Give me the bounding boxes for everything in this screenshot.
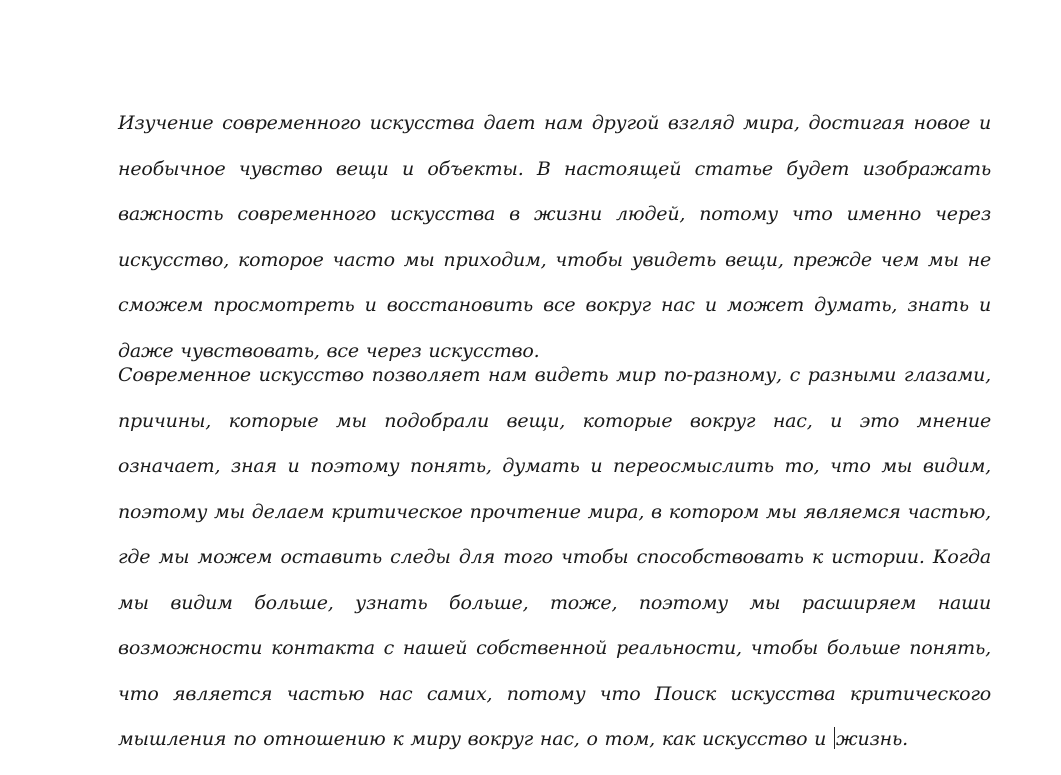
paragraph-2-tail: жизнь. — [836, 728, 908, 750]
text-cursor — [834, 727, 835, 749]
paragraph-2[interactable] — [118, 353, 991, 763]
paragraph-2-body: Современное искусство позволяет нам видеть мир по-разному, с разными глазами, причины, которые мы подобрали вещи, которые вокруг нас, и это мнение означает, зная и поэтому понять, думать и переосмыслить то, что мы видим, поэтому мы делаем критическое прочтение мира, в котором мы являемся частью, где мы можем оставить следы для того чтобы способствовать к истории. Когда мы видим больше, узнать больше, тоже, поэтому мы расширяем наши возможности контакта с нашей собственной реальности, чтобы больше понять, что является частью нас самих, потому что Поиск искусства критического мышления по отношению к миру вокруг нас, о том, как искусство и — [118, 364, 991, 750]
paragraph-1[interactable]: Изучение современного искусства дает нам другой взгляд мира, достигая новое и необычное чувство вещи и объекты. В настоящей статье будет изображать важность современного искусства в жизни людей, потому что именно через искусство, которое часто мы приходим, чтобы увидеть вещи, прежде чем мы не сможем просмотреть и восстановить все вокруг нас и может думать, знать и даже чувствовать, все через искусство. — [118, 112, 991, 362]
